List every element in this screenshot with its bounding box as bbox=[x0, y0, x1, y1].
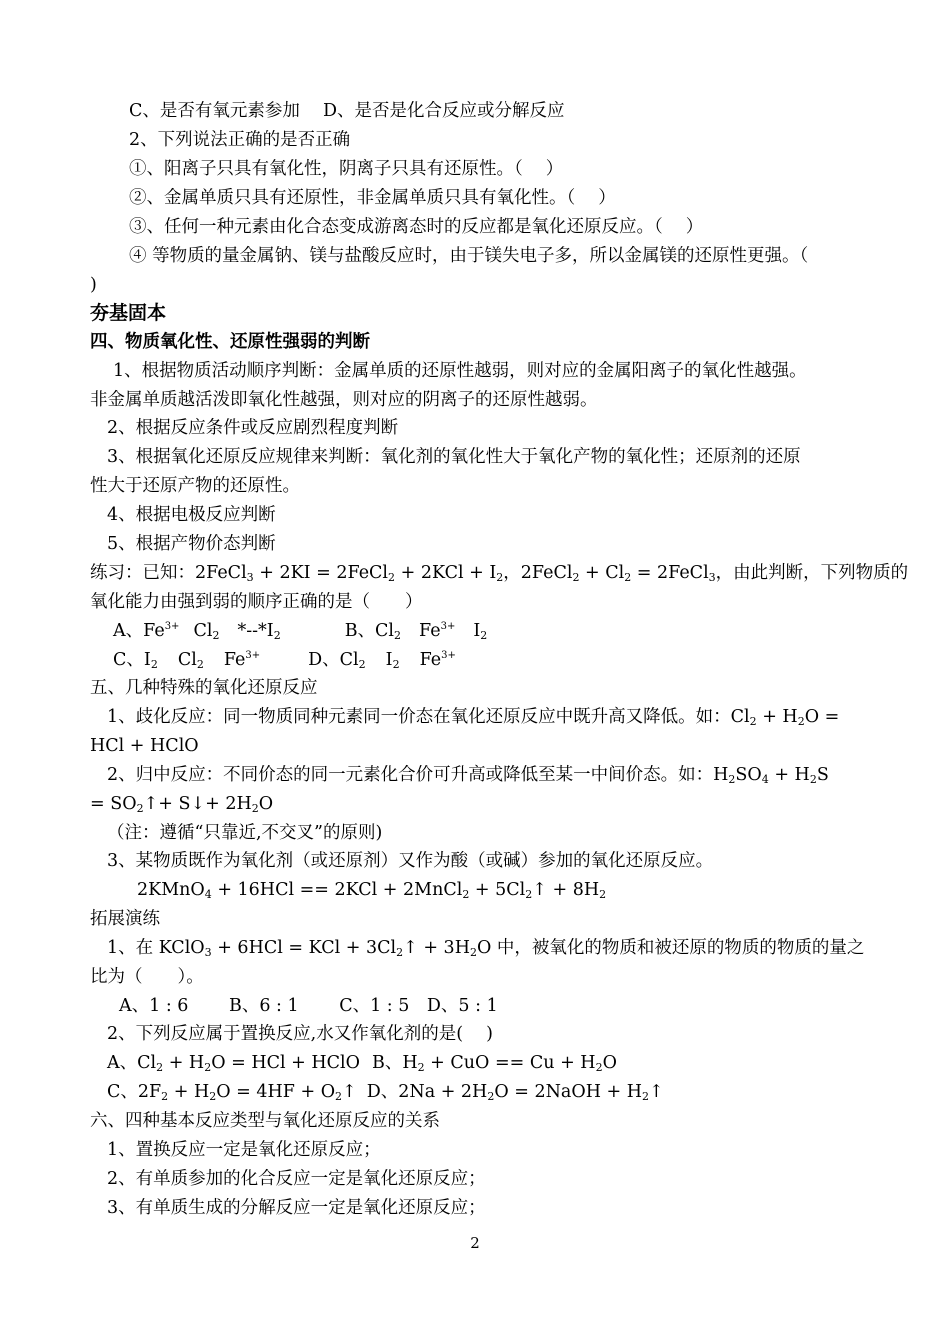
sec6-title: 六、四种基本反应类型与氧化还原反应的关系 bbox=[90, 1111, 440, 1131]
sec5-p2: 2、归中反应：不同价态的同一元素化合价可升高或降低至某一中间价态。如：$H_2SO_4 + H_2S$ bbox=[107, 765, 829, 786]
sec5-note: （注：遵循“只靠近,不交叉”的原则) bbox=[107, 823, 383, 843]
ext-q2-options-cd: C、$2F_2 + H_2O = 4HF$ + $O_2↑$ D、$2Na + 2H_2O$ = 2NaOH + $H_2↑$ bbox=[107, 1082, 664, 1103]
exercise-line-1: 练习：已知：2FeCl$_3$ + 2KI = 2FeCl$_2$ + $2KCl + I_2$，2FeCl$_2$ + $Cl_2$ = 2FeCl$_3$，由此判断，下列物质的 bbox=[90, 563, 909, 584]
sec4-p1b: 非金属单质越活泼即氧化性越强，则对应的阴离子的还原性越弱。 bbox=[90, 390, 598, 410]
sec5-title: 五、几种特殊的氧化还原反应 bbox=[90, 678, 318, 698]
sec6-p1: 1、置换反应一定是氧化还原反应； bbox=[107, 1140, 381, 1160]
ext-q2: 2、下列反应属于置换反应,水又作氧化剂的是( ) bbox=[107, 1024, 493, 1044]
sec6-p3: 3、有单质生成的分解反应一定是氧化还原反应； bbox=[107, 1198, 486, 1218]
sec4-p2: 2、根据反应条件或反应剧烈程度判断 bbox=[107, 418, 399, 438]
review-statement-4-end: ) bbox=[90, 275, 97, 295]
review-statement-4: ④ 等物质的量金属钠、镁与盐酸反应时，由于镁失电子多，所以金属镁的还原性更强。（ bbox=[129, 246, 809, 266]
exercise-options-ab: A、$Fe^{3+}$ $Cl_2$ $*--*I_2$ B、$Cl_2$ $Fe^{3+}$ $I_2$ bbox=[113, 621, 488, 642]
sec5-p1: 1、歧化反应：同一物质同种元素同一价态在氧化还原反应中既升高又降低。如：$Cl_2 + H_2O$ = bbox=[107, 707, 840, 728]
sec6-p2: 2、有单质参加的化合反应一定是氧化还原反应； bbox=[107, 1169, 486, 1189]
sec5-p1-eq: HCl + HClO bbox=[90, 736, 199, 756]
sec4-title: 四、物质氧化性、还原性强弱的判断 bbox=[90, 332, 370, 352]
exercise-line-2: 氧化能力由强到弱的顺序正确的是（ ） bbox=[90, 592, 423, 612]
page-number: 2 bbox=[470, 1234, 480, 1252]
review-statement-3: ③、任何一种元素由化合态变成游离态时的反应都是氧化还原反应。（ ） bbox=[129, 217, 704, 237]
ext-q1: 1、在 KClO$_3$ + 6HCl = KCl + $3Cl_2↑ + 3H_2O$ 中，被氧化的物质和被还原的物质的物质的量之 bbox=[107, 938, 865, 959]
sec4-p4: 4、根据电极反应判断 bbox=[107, 505, 276, 525]
ext-q2-options-ab: A、$Cl_2 + H_2O$ = HCl + HClO B、$H_2$ + CuO == $Cu + H_2O$ bbox=[107, 1053, 617, 1074]
sec5-p3: 3、某物质既作为氧化剂（或还原剂）又作为酸（或碱）参加的氧化还原反应。 bbox=[107, 851, 714, 871]
ext-q1-options: A、1 : 6 B、6 : 1 C、1 : 5 D、5 : 1 bbox=[119, 996, 498, 1016]
exercise-options-cd: C、$I_2$ $Cl_2$ $Fe^{3+}$ D、$Cl_2$ $I_2$ $Fe^{3+}$ bbox=[113, 650, 456, 671]
sec4-p5: 5、根据产物价态判断 bbox=[107, 534, 276, 554]
sec5-p3-eq: 2KMnO$_4$ + 16HCl == 2KCl + 2MnCl$_2$ + $5Cl_2↑ + 8H_2$ bbox=[137, 880, 607, 901]
sec5-p2-eq: = $SO_2↑+$ S↓+ $2H_2O$ bbox=[90, 794, 274, 815]
sec4-p3a: 3、根据氧化还原反应规律来判断：氧化剂的氧化性大于氧化产物的氧化性；还原剂的还原 bbox=[107, 447, 801, 467]
sec4-p3b: 性大于还原产物的还原性。 bbox=[90, 476, 300, 496]
review-line-2: 2、下列说法正确的是否正确 bbox=[129, 130, 351, 150]
sec4-p1a: 1、根据物质活动顺序判断：金属单质的还原性越弱，则对应的金属阳离子的氧化性越强。 bbox=[113, 361, 807, 381]
ext-title: 拓展演练 bbox=[90, 909, 160, 929]
review-statement-1: ①、阳离子只具有氧化性，阴离子只具有还原性。（ ） bbox=[129, 159, 564, 179]
review-statement-2: ②、金属单质只具有还原性，非金属单质只具有氧化性。（ ） bbox=[129, 188, 616, 208]
review-line-1: C、是否有氧元素参加 D、是否是化合反应或分解反应 bbox=[129, 101, 565, 121]
section-title: 夯基固本 bbox=[90, 302, 167, 324]
ext-q1-line2: 比为（ ）。 bbox=[90, 967, 204, 987]
